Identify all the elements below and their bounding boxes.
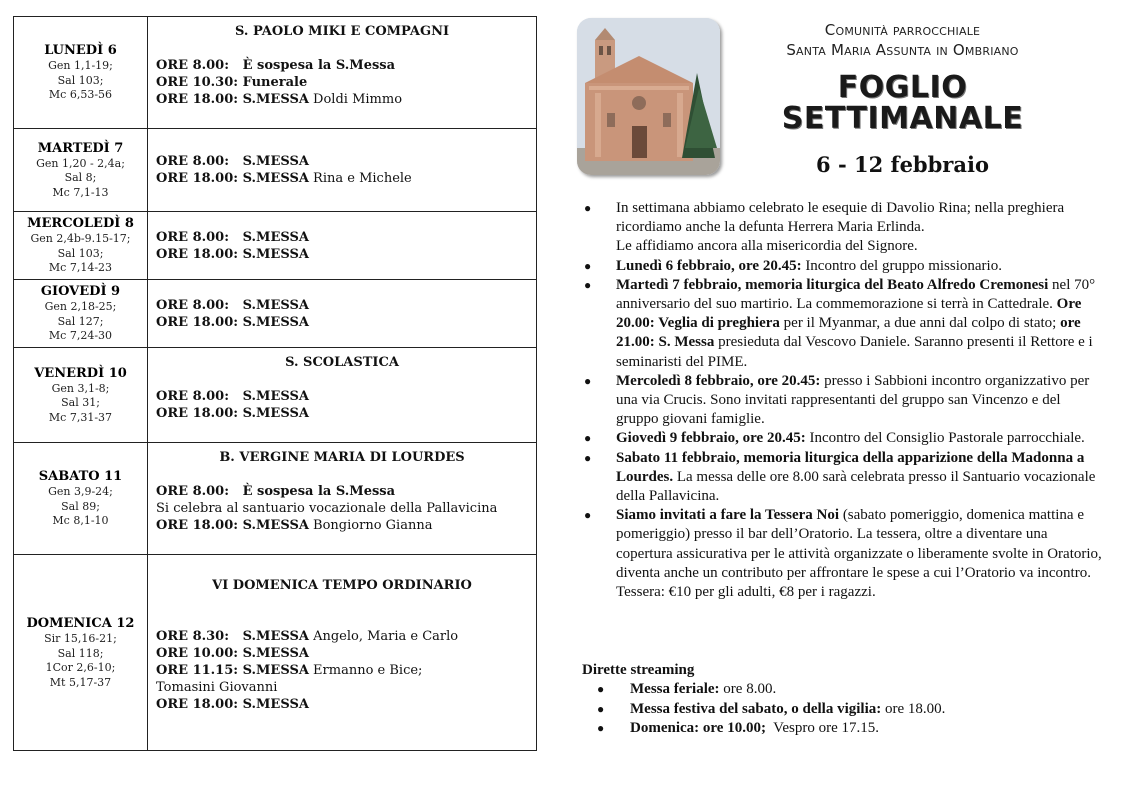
mass-time: ORE 11.15: S.MESSA: [156, 663, 309, 678]
day-cell: [14, 212, 148, 280]
mass-line: [156, 645, 528, 662]
day-cell: [14, 348, 148, 443]
reading-ref: Gen 1,1-19;: [48, 59, 113, 73]
notice-text: per il Myanmar, a due anni dal colpo di stato;: [779, 315, 1061, 332]
mass-time: ORE 18.00: S.MESSA: [156, 406, 309, 421]
mass-time: ORE 10.30: Funerale: [156, 75, 308, 90]
schedule-row: [14, 129, 537, 212]
mass-line: [156, 388, 528, 405]
streaming-list: [582, 680, 945, 739]
mass-cell: [148, 280, 537, 348]
reading-ref: Mc 7,1-13: [52, 185, 109, 199]
reading-ref: Sal 118;: [57, 646, 104, 660]
mass-time: ORE 18.00: S.MESSA: [156, 697, 309, 712]
mass-intention: Bongiorno Gianna: [308, 518, 433, 533]
mass-line: [156, 229, 528, 246]
notice-text: In settimana abbiamo celebrato le esequie di Davolio Rina; nella preghiera ricordiamo anche la defunta Herrera Maria Erlinda.: [616, 200, 1065, 236]
mass-line: [156, 628, 528, 645]
notice-text: (sabato pomeriggio, domenica mattina e pomeriggio) presso il bar dell’Oratorio. La tessera, oltre a diventare una copertura assicurativa per le attività organizzate o liberamente svolte in Oratorio, diventa anche un contributo per affrontare le spese a cui l’Oratorio va incontro. Tessera: €10 per gli adulti, €8 per i ragazzi.: [616, 507, 1102, 601]
notice-item: [582, 199, 1102, 257]
mass-time: ORE 18.00: S.MESSA: [156, 246, 309, 262]
notice-text: nel 70° anniversario del suo martirio. La commemorazione si terrà in Cattedrale.: [616, 276, 1096, 313]
mass-time: ORE 8.00: S.MESSA: [156, 154, 309, 169]
notices-list: [582, 199, 1102, 602]
day-name: SABATO 11: [38, 469, 123, 485]
notice-highlight: Siamo invitati a fare la Tessera Noi: [616, 507, 840, 524]
day-name: MARTEDÌ 7: [37, 140, 124, 156]
mass-line: [156, 314, 528, 331]
mass-line: [156, 405, 528, 422]
mass-intention: Ermanno e Bice;: [308, 663, 423, 678]
mass-intention: Rina e Michele: [308, 171, 412, 186]
notice-highlight: ore 21.00: S. Messa: [616, 315, 1081, 351]
day-name: DOMENICA 12: [26, 616, 135, 631]
mass-cell: [148, 17, 537, 129]
notice-text: presso i Sabbioni incontro organizzativo per una via Crucis. Sono invitati rappresentanti del gruppo san Vincenzo e del gruppo giovani famiglie.: [616, 372, 1090, 428]
reading-ref: Sal 8;: [64, 171, 97, 185]
notice-highlight: Sabato 11 febbraio, memoria liturgica della apparizione della Madonna a Lourdes.: [616, 449, 1085, 485]
mass-time: ORE 18.00: S.MESSA: [156, 314, 309, 330]
notice-highlight: Lunedì 6 febbraio, ore 20.45:: [616, 257, 802, 274]
reading-ref: Gen 3,9-24;: [48, 485, 113, 499]
streaming-label: Domenica: ore 10.00;: [630, 720, 766, 736]
notice-item: [582, 257, 1102, 276]
mass-cell: [148, 443, 537, 555]
day-cell: [14, 280, 148, 348]
notice-item: [582, 429, 1102, 448]
reading-ref: Sal 127;: [57, 314, 104, 328]
mass-schedule-body: [14, 17, 537, 751]
mass-intention: Si celebra al santuario vocazionale della Pallavicina: [156, 501, 498, 516]
day-cell: [14, 129, 148, 212]
church-illustration: [577, 18, 720, 175]
streaming-time: ore 18.00.: [881, 700, 946, 717]
reading-ref: Sal 31;: [61, 396, 100, 410]
mass-time: ORE 8.00: È sospesa la S.Messa: [156, 484, 396, 499]
notice-item: [582, 372, 1102, 430]
reading-ref: Mc 7,14-23: [48, 261, 113, 275]
streaming-label: Messa festiva del sabato, o della vigilia:: [630, 700, 882, 717]
schedule-row: [14, 443, 537, 555]
mass-intention: Tomasini Giovanni: [156, 680, 278, 695]
mass-cell: [148, 212, 537, 280]
notice-item: [582, 276, 1102, 372]
day-cell: [14, 17, 148, 129]
mass-line: [156, 153, 528, 170]
week-dates: 6 - 12 febbraio: [816, 152, 989, 177]
mass-line: [156, 170, 528, 187]
feast-name: S. SCOLASTICA: [285, 355, 399, 370]
day-cell: [14, 555, 148, 751]
day-cell: [14, 443, 148, 555]
day-name: MERCOLEDÌ 8: [27, 216, 134, 232]
mass-line: [156, 696, 528, 713]
notice-text: presieduta dal Vescovo Daniele. Saranno presenti il Rettore e i seminaristi del PIME.: [616, 334, 1093, 370]
parish-name-line2: Santa Maria Assunta in Ombriano: [786, 41, 1019, 59]
reading-ref: Gen 3,1-8;: [51, 381, 110, 395]
mass-schedule-table: [13, 16, 537, 751]
reading-ref: Mc 7,24-30: [48, 329, 113, 343]
bulletin-title-line1: FOGLIO: [837, 70, 968, 105]
feast-name: VI DOMENICA TEMPO ORDINARIO: [212, 578, 472, 593]
mass-time: ORE 18.00: S.MESSA: [156, 92, 309, 107]
reading-ref: Mc 8,1-10: [52, 514, 109, 528]
notice-highlight: Giovedì 9 febbraio, ore 20.45:: [616, 430, 806, 447]
notice-highlight: Martedì 7 febbraio, memoria liturgica del Beato Alfredo Cremonesi: [616, 276, 1049, 293]
schedule-row: [14, 555, 537, 751]
mass-time: ORE 10.00: S.MESSA: [156, 646, 309, 661]
notice-text: La messa delle ore 8.00 sarà celebrata presso il Santuario vocazionale della Pallavicina.: [616, 468, 1096, 505]
reading-ref: Gen 2,4b-9.15-17;: [30, 232, 131, 246]
notice-item: [582, 506, 1102, 602]
schedule-row: [14, 212, 537, 280]
notice-item: [582, 449, 1102, 507]
streaming-time: ore 8.00.: [719, 681, 777, 697]
mass-time: ORE 8.00: S.MESSA: [156, 297, 309, 313]
mass-time: ORE 8.00: S.MESSA: [156, 389, 309, 404]
mass-intention: Angelo, Maria e Carlo: [308, 629, 459, 644]
bulletin-title-line2: SETTIMANALE: [781, 101, 1024, 136]
streaming-time: Vespro ore 17.15.: [765, 720, 879, 736]
church-photo: [577, 18, 720, 175]
mass-line: [156, 74, 528, 91]
reading-ref: Sir 15,16-21;: [44, 632, 117, 645]
mass-line: [156, 517, 528, 534]
parish-name-line1: Comunità parrocchiale: [824, 21, 981, 39]
mass-line: [156, 91, 528, 108]
schedule-row: [14, 17, 537, 129]
mass-cell: [148, 555, 537, 751]
mass-line: [156, 246, 528, 263]
reading-ref: Gen 2,18-25;: [44, 300, 117, 314]
reading-ref: Mt 5,17-37: [49, 675, 112, 689]
mass-line: [156, 500, 528, 517]
streaming-item: [582, 700, 945, 720]
mass-intention: Doldi Mimmo: [308, 92, 403, 107]
mass-line: [156, 483, 528, 500]
notice-highlight: Mercoledì 8 febbraio, ore 20.45:: [616, 372, 821, 389]
reading-ref: Mc 7,31-37: [48, 410, 113, 424]
day-name: LUNEDÌ 6: [44, 43, 117, 59]
notice-text: Le affidiamo ancora alla misericordia del Signore.: [616, 238, 918, 255]
reading-ref: Gen 1,20 - 2,4a;: [36, 156, 125, 170]
parish-name: [745, 20, 1060, 60]
schedule-row: [14, 348, 537, 443]
mass-cell: [148, 129, 537, 212]
notice-highlight: Ore 20.00: Veglia di preghiera: [616, 296, 1082, 332]
mass-line: [156, 57, 528, 74]
notice-text: Incontro del gruppo missionario.: [801, 257, 1002, 274]
feast-name: S. PAOLO MIKI E COMPAGNI: [234, 24, 450, 39]
reading-ref: 1Cor 2,6-10;: [45, 661, 116, 674]
day-name: GIOVEDÌ 9: [40, 284, 121, 300]
mass-line: [156, 679, 528, 696]
mass-cell: [148, 348, 537, 443]
feast-name: B. VERGINE MARIA DI LOURDES: [219, 450, 465, 465]
mass-time: ORE 18.00: S.MESSA: [156, 518, 309, 533]
streaming-title: Dirette streaming: [582, 662, 695, 678]
schedule-row: [14, 280, 537, 348]
reading-ref: Sal 103;: [57, 246, 104, 260]
mass-time: ORE 8.00: È sospesa la S.Messa: [156, 58, 396, 73]
reading-ref: Sal 89;: [61, 499, 100, 513]
notice-text: Incontro del Consiglio Pastorale parrocchiale.: [805, 430, 1085, 447]
streaming-item: [582, 680, 945, 700]
mass-line: [156, 662, 528, 679]
streaming-item: [582, 719, 945, 739]
mass-time: ORE 8.00: S.MESSA: [156, 229, 309, 245]
bulletin-title: [770, 72, 1035, 134]
reading-ref: Mc 6,53-56: [48, 88, 113, 102]
mass-time: ORE 18.00: S.MESSA: [156, 171, 309, 186]
reading-ref: Sal 103;: [57, 73, 104, 87]
mass-time: ORE 8.30: S.MESSA: [156, 629, 309, 644]
mass-line: [156, 297, 528, 314]
streaming-label: Messa feriale:: [630, 681, 720, 697]
day-name: VENERDÌ 10: [34, 365, 127, 381]
